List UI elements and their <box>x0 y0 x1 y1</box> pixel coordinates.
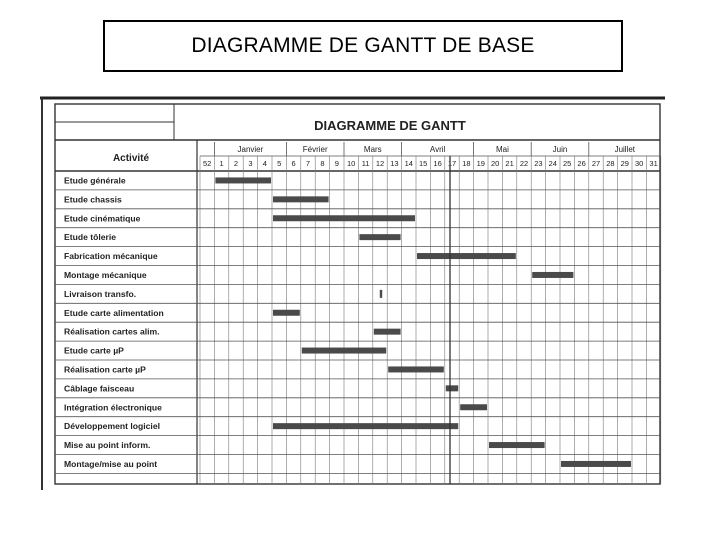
month-label: Février <box>302 145 328 154</box>
task-label: Mise au point inform. <box>64 440 151 451</box>
week-label: 2 <box>233 159 239 168</box>
task-label: Développement logiciel <box>64 421 160 432</box>
week-label: 19 <box>476 159 485 168</box>
week-label: 6 <box>291 159 296 168</box>
task-label: Réalisation cartes alim. <box>64 326 160 337</box>
task-label: Etude cinématique <box>64 213 141 224</box>
task-bar <box>561 461 631 467</box>
task-bar <box>215 177 271 183</box>
task-label: Etude carte alimentation <box>64 307 164 318</box>
week-label: 1 <box>219 159 224 168</box>
task-label: Etude carte µP <box>64 345 124 356</box>
task-label: Montage/mise au point <box>64 458 158 469</box>
week-label: 3 <box>248 159 253 168</box>
week-label: 7 <box>305 159 311 168</box>
task-bar <box>273 196 329 202</box>
week-label: 23 <box>534 159 543 168</box>
task-bar <box>446 385 458 391</box>
task-bar <box>302 348 386 354</box>
week-label: 20 <box>491 159 500 168</box>
week-label: 14 <box>404 159 413 168</box>
month-label: Janvier <box>237 145 264 154</box>
week-label: 9 <box>334 159 339 168</box>
task-label: Etude tôlerie <box>64 232 117 243</box>
task-bar <box>273 215 415 221</box>
week-label: 29 <box>620 159 629 168</box>
task-label: Etude générale <box>64 175 126 186</box>
task-bar <box>460 404 487 410</box>
task-bar <box>374 329 401 335</box>
week-label: 5 <box>277 159 282 168</box>
activity-header: Activité <box>112 153 150 164</box>
week-label: 30 <box>635 159 644 168</box>
week-label: 17 <box>447 159 457 168</box>
task-bar <box>532 272 573 278</box>
task-bar <box>273 310 300 316</box>
task-bar <box>489 442 545 448</box>
week-label: 31 <box>649 159 658 168</box>
task-label: Réalisation carte µP <box>64 364 146 375</box>
month-label: Avril <box>429 145 446 154</box>
task-label: Livraison transfo. <box>64 288 137 299</box>
gantt-svg <box>40 96 665 490</box>
week-label: 18 <box>462 159 471 168</box>
week-label: 25 <box>563 159 572 168</box>
task-label: Fabrication mécanique <box>64 251 158 262</box>
week-label: 26 <box>577 159 586 168</box>
week-label: 4 <box>262 159 267 168</box>
week-label: 16 <box>433 159 442 168</box>
task-bar <box>359 234 400 240</box>
week-label: 12 <box>375 159 385 168</box>
week-label: 8 <box>320 159 325 168</box>
week-label: 28 <box>606 159 615 168</box>
task-label: Câblage faisceau <box>64 383 135 394</box>
month-label: Mai <box>495 145 509 154</box>
week-label: 15 <box>419 159 428 168</box>
task-label: Montage mécanique <box>64 269 147 280</box>
task-bar <box>417 253 516 259</box>
gantt-chart <box>40 96 665 490</box>
task-label: Etude chassis <box>64 194 122 205</box>
week-label: 22 <box>519 159 529 168</box>
slide-title: DIAGRAMME DE GANTT DE BASE <box>103 20 623 72</box>
month-label: Juillet <box>614 145 636 154</box>
week-label: 52 <box>203 159 212 168</box>
week-label: 11 <box>361 159 370 168</box>
task-bar <box>273 423 458 429</box>
week-label: 21 <box>505 159 514 168</box>
week-label: 13 <box>390 159 399 168</box>
task-label: Intégration électronique <box>64 402 162 413</box>
week-label: 24 <box>548 159 557 168</box>
week-label: 10 <box>347 159 356 168</box>
month-label: Mars <box>363 145 382 154</box>
task-bar-milestone <box>380 290 382 298</box>
month-label: Juin <box>552 145 568 154</box>
task-bar <box>388 366 444 372</box>
week-label: 27 <box>591 159 601 168</box>
chart-title: DIAGRAMME DE GANTT <box>314 118 466 133</box>
